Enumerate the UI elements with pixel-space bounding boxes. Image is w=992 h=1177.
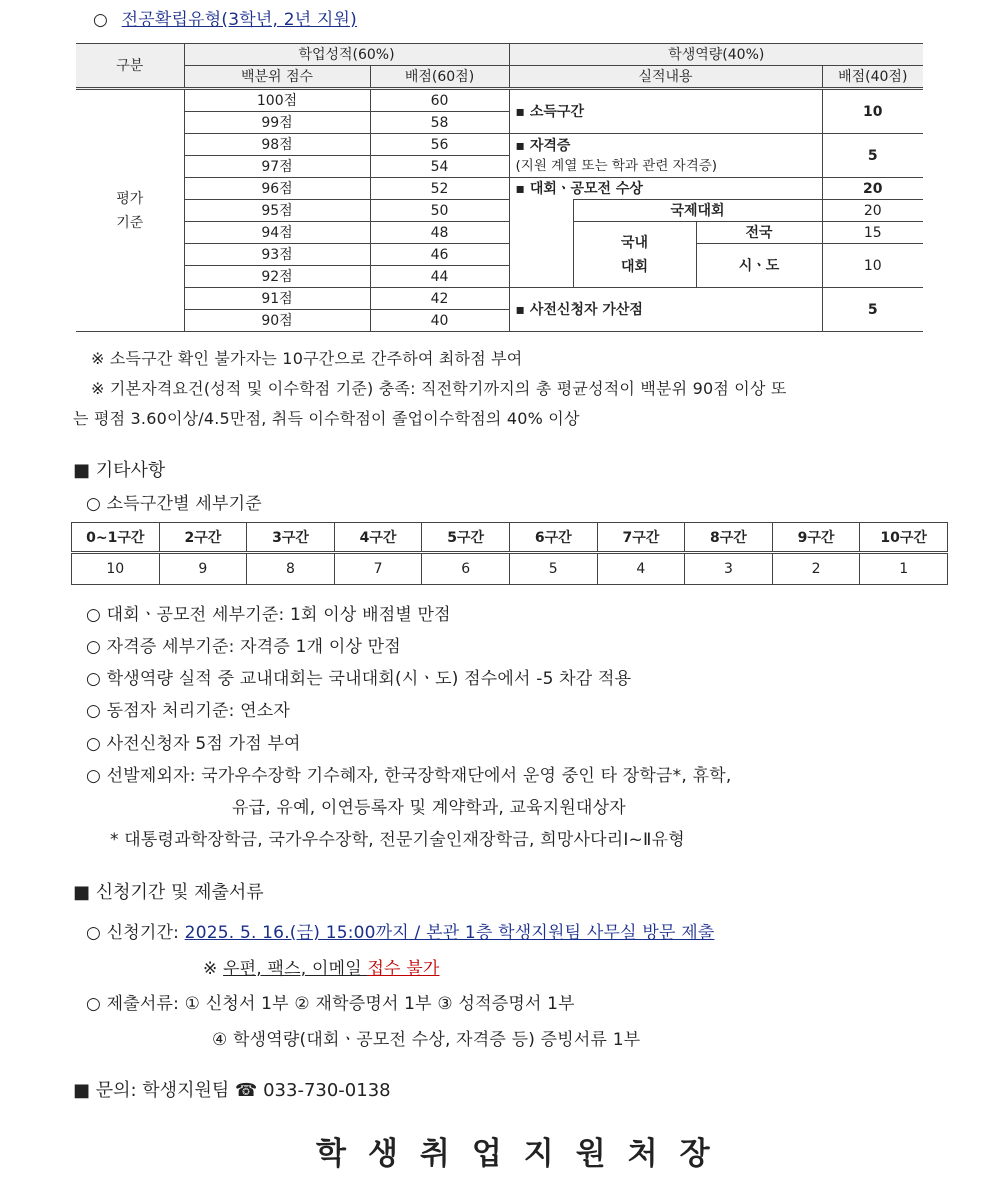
note-eligibility-1: ※ 기본자격요건(성적 및 이수학점 기준) 충족: 직전학기까지의 총 평균성적이 백분위 90점 이상 또	[91, 379, 787, 398]
score-pct: 96점	[184, 178, 370, 200]
bracket-score: 3	[685, 553, 773, 585]
etc-item-exclude-1: ○ 선발제외자: 국가우수장학 기수혜자, 한국장학재단에서 운영 중인 타 장학금*, 휴학,	[86, 766, 732, 786]
apply-notice-red: 접수 불가	[367, 959, 440, 979]
academic-sub1: 백분위 점수	[184, 66, 370, 89]
cert-pts: 5	[822, 134, 923, 178]
city-pts: 10	[822, 244, 923, 288]
bracket-score: 6	[422, 553, 510, 585]
row-label-line1: 평가	[116, 190, 144, 207]
bonus-pts: 5	[822, 288, 923, 332]
income-label: ▪ 소득구간	[509, 89, 822, 134]
bracket-header: 9구간	[772, 523, 860, 553]
etc-item-oncampus: ○ 학생역량 실적 중 교내대회는 국내대회(시ㆍ도) 점수에서 -5 차감 적용	[86, 669, 632, 689]
bracket-header: 4구간	[334, 523, 422, 553]
row-label-line2: 기준	[116, 214, 144, 231]
score-pct: 91점	[184, 288, 370, 310]
apply-notice	[203, 954, 440, 979]
score-pct: 98점	[184, 134, 370, 156]
score-pct: 97점	[184, 156, 370, 178]
bracket-score: 10	[72, 553, 160, 585]
etc-item-bonus: ○ 사전신청자 5점 가점 부여	[86, 734, 301, 754]
note-eligibility-2: 는 평점 3.60이상/4.5만점, 취득 이수학점이 졸업이수학점의 40% 이상	[73, 409, 580, 428]
income-bracket-table	[71, 522, 948, 585]
apply-docs-1: ○ 제출서류: ① 신청서 1부 ② 재학증명서 1부 ③ 성적증명서 1부	[86, 994, 575, 1014]
domestic-label-line1: 국내	[620, 234, 649, 251]
income-criteria-title: ○ 소득구간별 세부기준	[86, 494, 262, 514]
intl-label: 국제대회	[573, 200, 822, 222]
contest-pts: 20	[822, 178, 923, 200]
apply-period-visit: 방문 제출	[642, 923, 715, 943]
apply-docs-2: ④ 학생역량(대회ㆍ공모전 수상, 자격증 등) 증빙서류 1부	[212, 1030, 641, 1050]
bracket-score: 4	[597, 553, 685, 585]
row-label	[76, 89, 184, 332]
signature: 학생취업지원처장	[316, 1136, 732, 1172]
bracket-header: 3구간	[247, 523, 335, 553]
score-pct: 100점	[184, 89, 370, 112]
score-pts: 44	[370, 266, 509, 288]
apply-period-label: ○ 신청기간:	[86, 923, 185, 943]
etc-item-contest: ○ 대회ㆍ공모전 세부기준: 1회 이상 배점별 만점	[86, 605, 451, 625]
apply-period-sep: /	[408, 923, 427, 943]
score-pts: 58	[370, 112, 509, 134]
evaluation-table	[76, 43, 923, 332]
national-label: 전국	[696, 222, 822, 244]
competency-header: 학생역량(40%)	[509, 44, 923, 66]
section-heading	[93, 5, 357, 30]
contact-line: ■ 문의: 학생지원팀 ☎ 033-730-0138	[73, 1080, 391, 1101]
bracket-header: 10구간	[860, 523, 948, 553]
apply-period-place: 본관 1층 학생지원팀 사무실	[426, 923, 643, 943]
bracket-header: 0~1구간	[72, 523, 160, 553]
col-group-header: 구분	[76, 44, 184, 89]
etc-item-exclude-2: 유급, 유예, 이연등록자 및 계약학과, 교육지원대상자	[232, 798, 626, 818]
score-pts: 50	[370, 200, 509, 222]
score-pct: 92점	[184, 266, 370, 288]
score-pts: 48	[370, 222, 509, 244]
score-pct: 93점	[184, 244, 370, 266]
score-pts: 46	[370, 244, 509, 266]
etc-item-tiebreak: ○ 동점자 처리기준: 연소자	[86, 701, 290, 721]
intl-pts: 20	[822, 200, 923, 222]
domestic-label	[573, 222, 696, 288]
apply-period-date: 2025. 5. 16.(금) 15:00까지	[184, 923, 409, 943]
bracket-score: 1	[860, 553, 948, 585]
competency-sub2: 배점(40점)	[822, 66, 923, 89]
heading-bullet: ○	[93, 10, 109, 30]
cert-sub: (지원 계열 또는 학과 관련 자격증)	[515, 157, 718, 174]
bracket-header: 5구간	[422, 523, 510, 553]
bracket-header: 7구간	[597, 523, 685, 553]
academic-sub2: 배점(60점)	[370, 66, 509, 89]
bracket-score: 7	[334, 553, 422, 585]
score-pts: 40	[370, 310, 509, 332]
score-pct: 99점	[184, 112, 370, 134]
contest-indent	[509, 200, 573, 288]
income-pts: 10	[822, 89, 923, 134]
score-pts: 56	[370, 134, 509, 156]
score-pct: 94점	[184, 222, 370, 244]
apply-title: ■ 신청기간 및 제출서류	[73, 882, 264, 903]
note-income: ※ 소득구간 확인 불가자는 10구간으로 간주하여 최하점 부여	[91, 349, 523, 368]
bracket-score: 9	[159, 553, 247, 585]
etc-item-cert: ○ 자격증 세부기준: 자격증 1개 이상 만점	[86, 637, 401, 657]
score-pct: 90점	[184, 310, 370, 332]
bracket-header: 2구간	[159, 523, 247, 553]
city-label: 시ㆍ도	[696, 244, 822, 288]
national-pts: 15	[822, 222, 923, 244]
heading-title: 전공확립유형(3학년, 2년 지원)	[121, 10, 358, 30]
bracket-score: 8	[247, 553, 335, 585]
bracket-score: 2	[772, 553, 860, 585]
score-pts: 54	[370, 156, 509, 178]
score-pts: 60	[370, 89, 509, 112]
bracket-score: 5	[509, 553, 597, 585]
competency-sub1: 실적내용	[509, 66, 822, 89]
apply-notice-prefix: ※	[203, 959, 224, 979]
score-pct: 95점	[184, 200, 370, 222]
etc-title: ■ 기타사항	[73, 460, 166, 481]
contest-label: ▪ 대회ㆍ공모전 수상	[509, 178, 822, 200]
apply-period	[86, 918, 714, 943]
academic-header: 학업성적(60%)	[184, 44, 509, 66]
cert-cell	[509, 134, 822, 178]
bonus-label: ▪ 사전신청자 가산점	[509, 288, 822, 332]
bracket-header: 8구간	[685, 523, 773, 553]
apply-notice-text: 우편, 팩스, 이메일	[223, 959, 368, 979]
score-pts: 42	[370, 288, 509, 310]
bracket-header: 6구간	[509, 523, 597, 553]
etc-footnote: * 대통령과학장학금, 국가우수장학, 전문기술인재장학금, 희망사다리Ⅰ~Ⅱ유형	[110, 830, 685, 850]
cert-label: ▪ 자격증	[515, 137, 571, 154]
score-pts: 52	[370, 178, 509, 200]
domestic-label-line2: 대회	[620, 258, 649, 275]
